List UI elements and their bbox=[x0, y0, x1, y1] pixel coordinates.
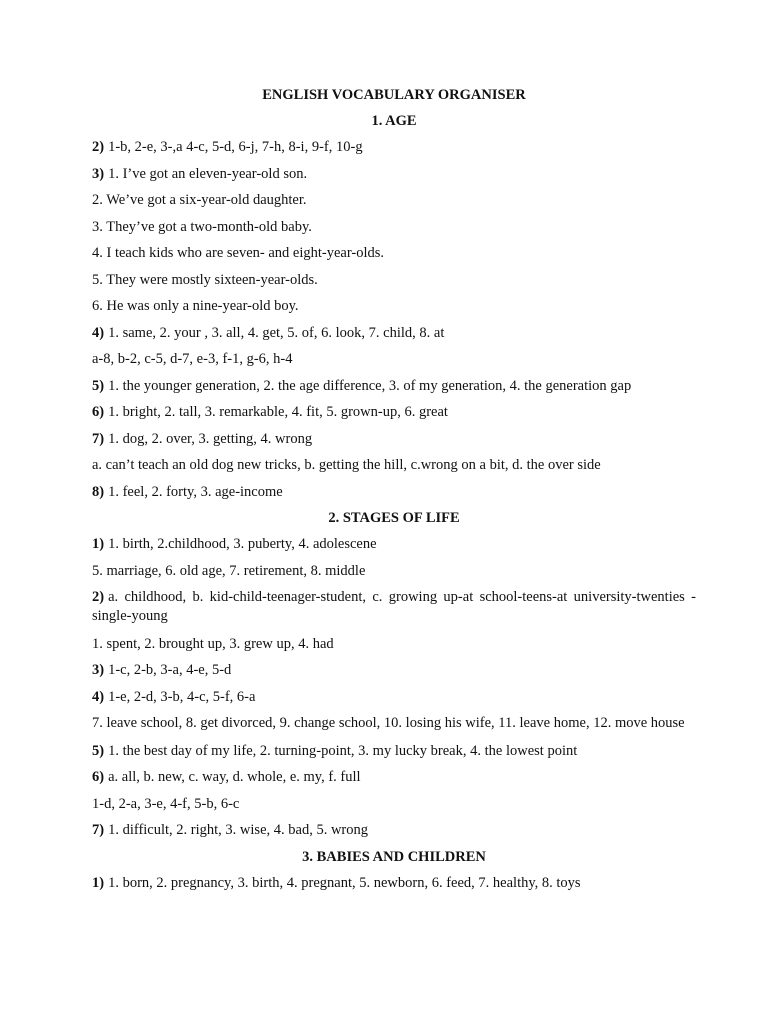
answer-line bbox=[92, 795, 696, 813]
exercise-number: 8) bbox=[92, 483, 105, 500]
answer-line bbox=[92, 456, 696, 474]
answer-line bbox=[92, 297, 696, 315]
answer-text: 3. They’ve got a two-month-old baby. bbox=[92, 218, 312, 235]
answer-line bbox=[92, 324, 696, 342]
answer-line bbox=[92, 768, 696, 786]
answer-text: 1. same, 2. your , 3. all, 4. get, 5. of, 6. look, 7. child, 8. at bbox=[108, 324, 445, 341]
answer-text: 1. dog, 2. over, 3. getting, 4. wrong bbox=[108, 430, 313, 447]
answer-line bbox=[92, 688, 696, 706]
document-page bbox=[92, 86, 696, 900]
answer-line bbox=[92, 218, 696, 236]
answer-text: a. childhood, b. kid-child-teenager-student, c. growing up-at school-teens-at university-twenties -single-young bbox=[92, 589, 696, 624]
answer-line bbox=[92, 430, 696, 448]
answer-text: 1. birth, 2.childhood, 3. puberty, 4. adolescene bbox=[108, 536, 377, 552]
answer-line bbox=[92, 874, 696, 892]
answer-text: 1. I’ve got an eleven-year-old son. bbox=[108, 165, 308, 182]
exercise-number: 6) bbox=[92, 404, 105, 420]
exercise-number: 5) bbox=[92, 742, 105, 759]
exercise-number: 4) bbox=[92, 688, 105, 705]
document-title: ENGLISH VOCABULARY ORGANISER bbox=[262, 87, 526, 103]
section bbox=[92, 848, 696, 892]
answer-text: 1. difficult, 2. right, 3. wise, 4. bad, 5. wrong bbox=[108, 822, 368, 838]
answer-line bbox=[92, 165, 696, 183]
section bbox=[92, 509, 696, 839]
exercise-number: 1) bbox=[92, 536, 105, 552]
answer-text: 1. born, 2. pregnancy, 3. birth, 4. pregnant, 5. newborn, 6. feed, 7. healthy, 8. toys bbox=[108, 874, 581, 891]
answer-line bbox=[92, 635, 696, 653]
section-heading: 3. BABIES AND CHILDREN bbox=[302, 848, 486, 865]
answer-text: 1. bright, 2. tall, 3. remarkable, 4. fit, 5. grown-up, 6. great bbox=[108, 404, 448, 420]
section-heading: 2. STAGES OF LIFE bbox=[328, 510, 460, 526]
section-heading: 1. AGE bbox=[371, 113, 417, 129]
answer-text: 1. feel, 2. forty, 3. age-income bbox=[108, 483, 283, 500]
answer-line bbox=[92, 535, 696, 553]
exercise-number: 7) bbox=[92, 430, 105, 447]
exercise-number: 1) bbox=[92, 874, 105, 891]
answer-text: a. all, b. new, c. way, d. whole, e. my, f. full bbox=[108, 769, 361, 785]
answer-text: a. can’t teach an old dog new tricks, b. getting the hill, c.wrong on a bit, d. the over side bbox=[92, 457, 601, 473]
answer-text: a-8, b-2, c-5, d-7, e-3, f-1, g-6, h-4 bbox=[92, 351, 293, 367]
answer-text: 5. They were mostly sixteen-year-olds. bbox=[92, 271, 318, 288]
exercise-number: 3) bbox=[92, 662, 105, 678]
answer-line bbox=[92, 403, 696, 421]
exercise-number: 2) bbox=[92, 139, 105, 155]
answer-line bbox=[92, 350, 696, 368]
answer-line bbox=[92, 483, 696, 501]
answer-text: 6. He was only a nine-year-old boy. bbox=[92, 298, 299, 314]
answer-text: 1-e, 2-d, 3-b, 4-c, 5-f, 6-a bbox=[108, 688, 256, 705]
answer-line bbox=[92, 742, 696, 760]
exercise-number: 3) bbox=[92, 165, 105, 182]
answer-line bbox=[92, 588, 696, 626]
answer-line bbox=[92, 821, 696, 839]
document-body bbox=[92, 112, 696, 892]
answer-text: 2. We’ve got a six-year-old daughter. bbox=[92, 192, 307, 208]
exercise-number: 6) bbox=[92, 769, 105, 785]
answer-text: 1-d, 2-a, 3-e, 4-f, 5-b, 6-c bbox=[92, 795, 240, 812]
answer-line bbox=[92, 244, 696, 262]
answer-line bbox=[92, 271, 696, 289]
answer-text: 1. the younger generation, 2. the age difference, 3. of my generation, 4. the generation gap bbox=[108, 377, 632, 394]
exercise-number: 2) bbox=[92, 589, 105, 605]
answer-text: 1. the best day of my life, 2. turning-point, 3. my lucky break, 4. the lowest point bbox=[108, 742, 578, 759]
section bbox=[92, 112, 696, 501]
answer-text: 1. spent, 2. brought up, 3. grew up, 4. had bbox=[92, 635, 334, 652]
exercise-number: 5) bbox=[92, 377, 105, 394]
answer-text: 1-c, 2-b, 3-a, 4-e, 5-d bbox=[108, 662, 232, 678]
answer-text: 7. leave school, 8. get divorced, 9. change school, 10. losing his wife, 11. leave home, 12. move house bbox=[92, 715, 685, 731]
answer-line bbox=[92, 661, 696, 679]
answer-text: 5. marriage, 6. old age, 7. retirement, 8. middle bbox=[92, 562, 366, 579]
answer-line bbox=[92, 562, 696, 580]
answer-text: 4. I teach kids who are seven- and eight-year-olds. bbox=[92, 245, 385, 261]
answer-line bbox=[92, 377, 696, 395]
answer-text: 1-b, 2-e, 3-,a 4-c, 5-d, 6-j, 7-h, 8-i, 9-f, 10-g bbox=[108, 139, 363, 155]
answer-line bbox=[92, 191, 696, 209]
answer-line bbox=[92, 714, 696, 733]
answer-line bbox=[92, 138, 696, 156]
exercise-number: 4) bbox=[92, 324, 105, 341]
exercise-number: 7) bbox=[92, 822, 105, 838]
